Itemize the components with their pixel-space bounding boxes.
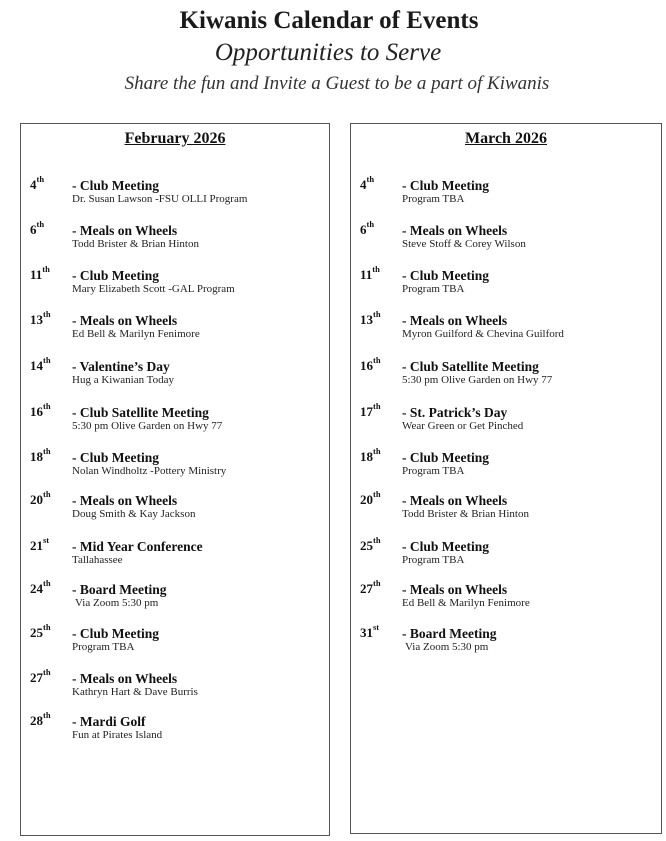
event-day-suffix: th	[43, 446, 51, 456]
event-detail: Program TBA	[402, 465, 465, 477]
event-date	[360, 537, 381, 554]
event-day-suffix: th	[366, 174, 375, 184]
event-date	[360, 357, 381, 374]
event-title: - Mardi Golf	[72, 714, 146, 729]
event-date	[30, 491, 51, 508]
event-detail: Doug Smith & Kay Jackson	[72, 508, 196, 520]
event-day-number: 6	[360, 222, 367, 237]
event-date	[360, 176, 374, 193]
event-day-number: 25	[30, 625, 43, 640]
event-day-suffix: th	[373, 401, 381, 411]
event-day-suffix: th	[43, 355, 51, 365]
page-subtitle: Opportunities to Serve	[214, 39, 442, 66]
event-day-suffix: th	[373, 309, 381, 319]
event-title: - Club Satellite Meeting	[72, 405, 209, 420]
event-day-number: 18	[360, 449, 373, 464]
event-day-number: 27	[360, 581, 373, 596]
event-title: - Meals on Wheels	[72, 493, 178, 508]
event-date	[30, 221, 44, 238]
event-title: - St. Patrick’s Day	[402, 405, 508, 420]
event-day-number: 4	[360, 177, 367, 192]
event-day-number: 24	[30, 581, 43, 596]
event-title: - Club Meeting	[72, 450, 159, 465]
event-detail: Wear Green or Get Pinched	[402, 420, 524, 432]
event-detail: Ed Bell & Marilyn Fenimore	[72, 328, 200, 340]
event-detail: Program TBA	[402, 193, 465, 205]
event-day-number: 13	[30, 312, 43, 327]
event-day-suffix: th	[373, 355, 381, 365]
event-detail: Hug a Kiwanian Today	[72, 374, 174, 386]
event-day-suffix: th	[373, 489, 381, 499]
event-day-suffix: th	[43, 667, 51, 677]
event-day-number: 27	[30, 670, 43, 685]
event-day-number: 11	[30, 267, 43, 282]
month-title: February 2026	[124, 130, 226, 147]
event-day-suffix: th	[43, 578, 51, 588]
event-day-suffix: th	[43, 489, 51, 499]
event-day-suffix: th	[372, 264, 380, 274]
event-date	[360, 221, 374, 238]
event-title: - Meals on Wheels	[402, 493, 508, 508]
event-day-number: 17	[360, 404, 373, 419]
event-date	[30, 624, 51, 641]
event-detail: Dr. Susan Lawson -FSU OLLI Program	[72, 193, 248, 205]
event-day-suffix: th	[373, 535, 381, 545]
event-date	[360, 624, 379, 641]
event-date	[30, 580, 51, 597]
event-detail: Mary Elizabeth Scott -GAL Program	[72, 283, 235, 295]
event-day-number: 16	[30, 404, 43, 419]
event-detail: Nolan Windholtz -Pottery Ministry	[72, 465, 227, 477]
event-day-number: 11	[360, 267, 373, 282]
event-day-suffix: th	[36, 174, 45, 184]
event-detail: Steve Stoff & Corey Wilson	[402, 238, 526, 250]
page-tagline: Share the fun and Invite a Guest to be a part of Kiwanis	[124, 73, 550, 94]
event-date	[30, 403, 51, 420]
event-date	[30, 311, 51, 328]
event-day-number: 21	[30, 538, 43, 553]
event-title: - Valentine’s Day	[72, 359, 170, 374]
event-day-suffix: th	[366, 219, 375, 229]
month-box-march	[350, 123, 662, 834]
event-day-number: 31	[360, 625, 373, 640]
event-date	[360, 403, 381, 420]
event-detail: Ed Bell & Marilyn Fenimore	[402, 597, 530, 609]
event-day-suffix: st	[43, 535, 50, 545]
event-day-suffix: th	[43, 401, 51, 411]
event-title: - Meals on Wheels	[402, 223, 508, 238]
event-detail: Via Zoom 5:30 pm	[405, 641, 489, 653]
event-detail: Myron Guilford & Chevina Guilford	[402, 328, 564, 340]
month-box-february	[20, 123, 330, 836]
event-title: - Club Meeting	[402, 539, 489, 554]
event-day-number: 28	[30, 713, 43, 728]
event-date	[30, 266, 50, 283]
event-day-number: 25	[360, 538, 373, 553]
event-date	[360, 491, 381, 508]
event-title: - Mid Year Conference	[72, 539, 203, 554]
event-day-number: 6	[30, 222, 37, 237]
event-detail: Kathryn Hart & Dave Burris	[72, 686, 198, 698]
event-detail: Program TBA	[402, 554, 465, 566]
event-date	[30, 712, 51, 729]
event-title: - Meals on Wheels	[402, 582, 508, 597]
event-day-suffix: th	[373, 446, 381, 456]
event-date	[30, 537, 49, 554]
event-day-number: 20	[30, 492, 43, 507]
event-title: - Club Satellite Meeting	[402, 359, 539, 374]
event-title: - Club Meeting	[402, 450, 489, 465]
event-detail: 5:30 pm Olive Garden on Hwy 77	[72, 420, 223, 432]
event-date	[30, 176, 44, 193]
event-day-number: 20	[360, 492, 373, 507]
month-title: March 2026	[465, 130, 547, 147]
event-date	[30, 669, 51, 686]
event-date	[360, 266, 380, 283]
event-detail: Fun at Pirates Island	[72, 729, 163, 741]
event-detail: Via Zoom 5:30 pm	[75, 597, 159, 609]
event-date	[360, 311, 381, 328]
event-day-suffix: th	[43, 710, 51, 720]
event-title: - Club Meeting	[72, 626, 159, 641]
event-day-suffix: th	[43, 622, 51, 632]
event-date	[360, 448, 381, 465]
event-day-number: 16	[360, 358, 373, 373]
event-date	[360, 580, 381, 597]
event-title: - Meals on Wheels	[72, 313, 178, 328]
event-detail: Todd Brister & Brian Hinton	[72, 238, 199, 250]
event-title: - Board Meeting	[72, 582, 167, 597]
event-title: - Club Meeting	[402, 178, 489, 193]
event-day-suffix: th	[36, 219, 45, 229]
event-detail: Program TBA	[402, 283, 465, 295]
page-title: Kiwanis Calendar of Events	[179, 7, 479, 34]
event-day-suffix: st	[373, 622, 380, 632]
event-day-suffix: th	[43, 309, 51, 319]
event-title: - Club Meeting	[402, 268, 489, 283]
event-title: - Meals on Wheels	[72, 671, 178, 686]
event-day-suffix: th	[373, 578, 381, 588]
event-title: - Meals on Wheels	[402, 313, 508, 328]
event-day-number: 18	[30, 449, 43, 464]
event-day-number: 13	[360, 312, 373, 327]
event-title: - Board Meeting	[402, 626, 497, 641]
event-title: - Meals on Wheels	[72, 223, 178, 238]
event-title: - Club Meeting	[72, 178, 159, 193]
event-title: - Club Meeting	[72, 268, 159, 283]
event-date	[30, 357, 51, 374]
event-day-number: 4	[30, 177, 37, 192]
event-detail: Todd Brister & Brian Hinton	[402, 508, 529, 520]
event-detail: 5:30 pm Olive Garden on Hwy 77	[402, 374, 553, 386]
event-day-suffix: th	[42, 264, 50, 274]
event-detail: Tallahassee	[72, 554, 123, 566]
event-day-number: 14	[30, 358, 43, 373]
event-date	[30, 448, 51, 465]
event-detail: Program TBA	[72, 641, 135, 653]
